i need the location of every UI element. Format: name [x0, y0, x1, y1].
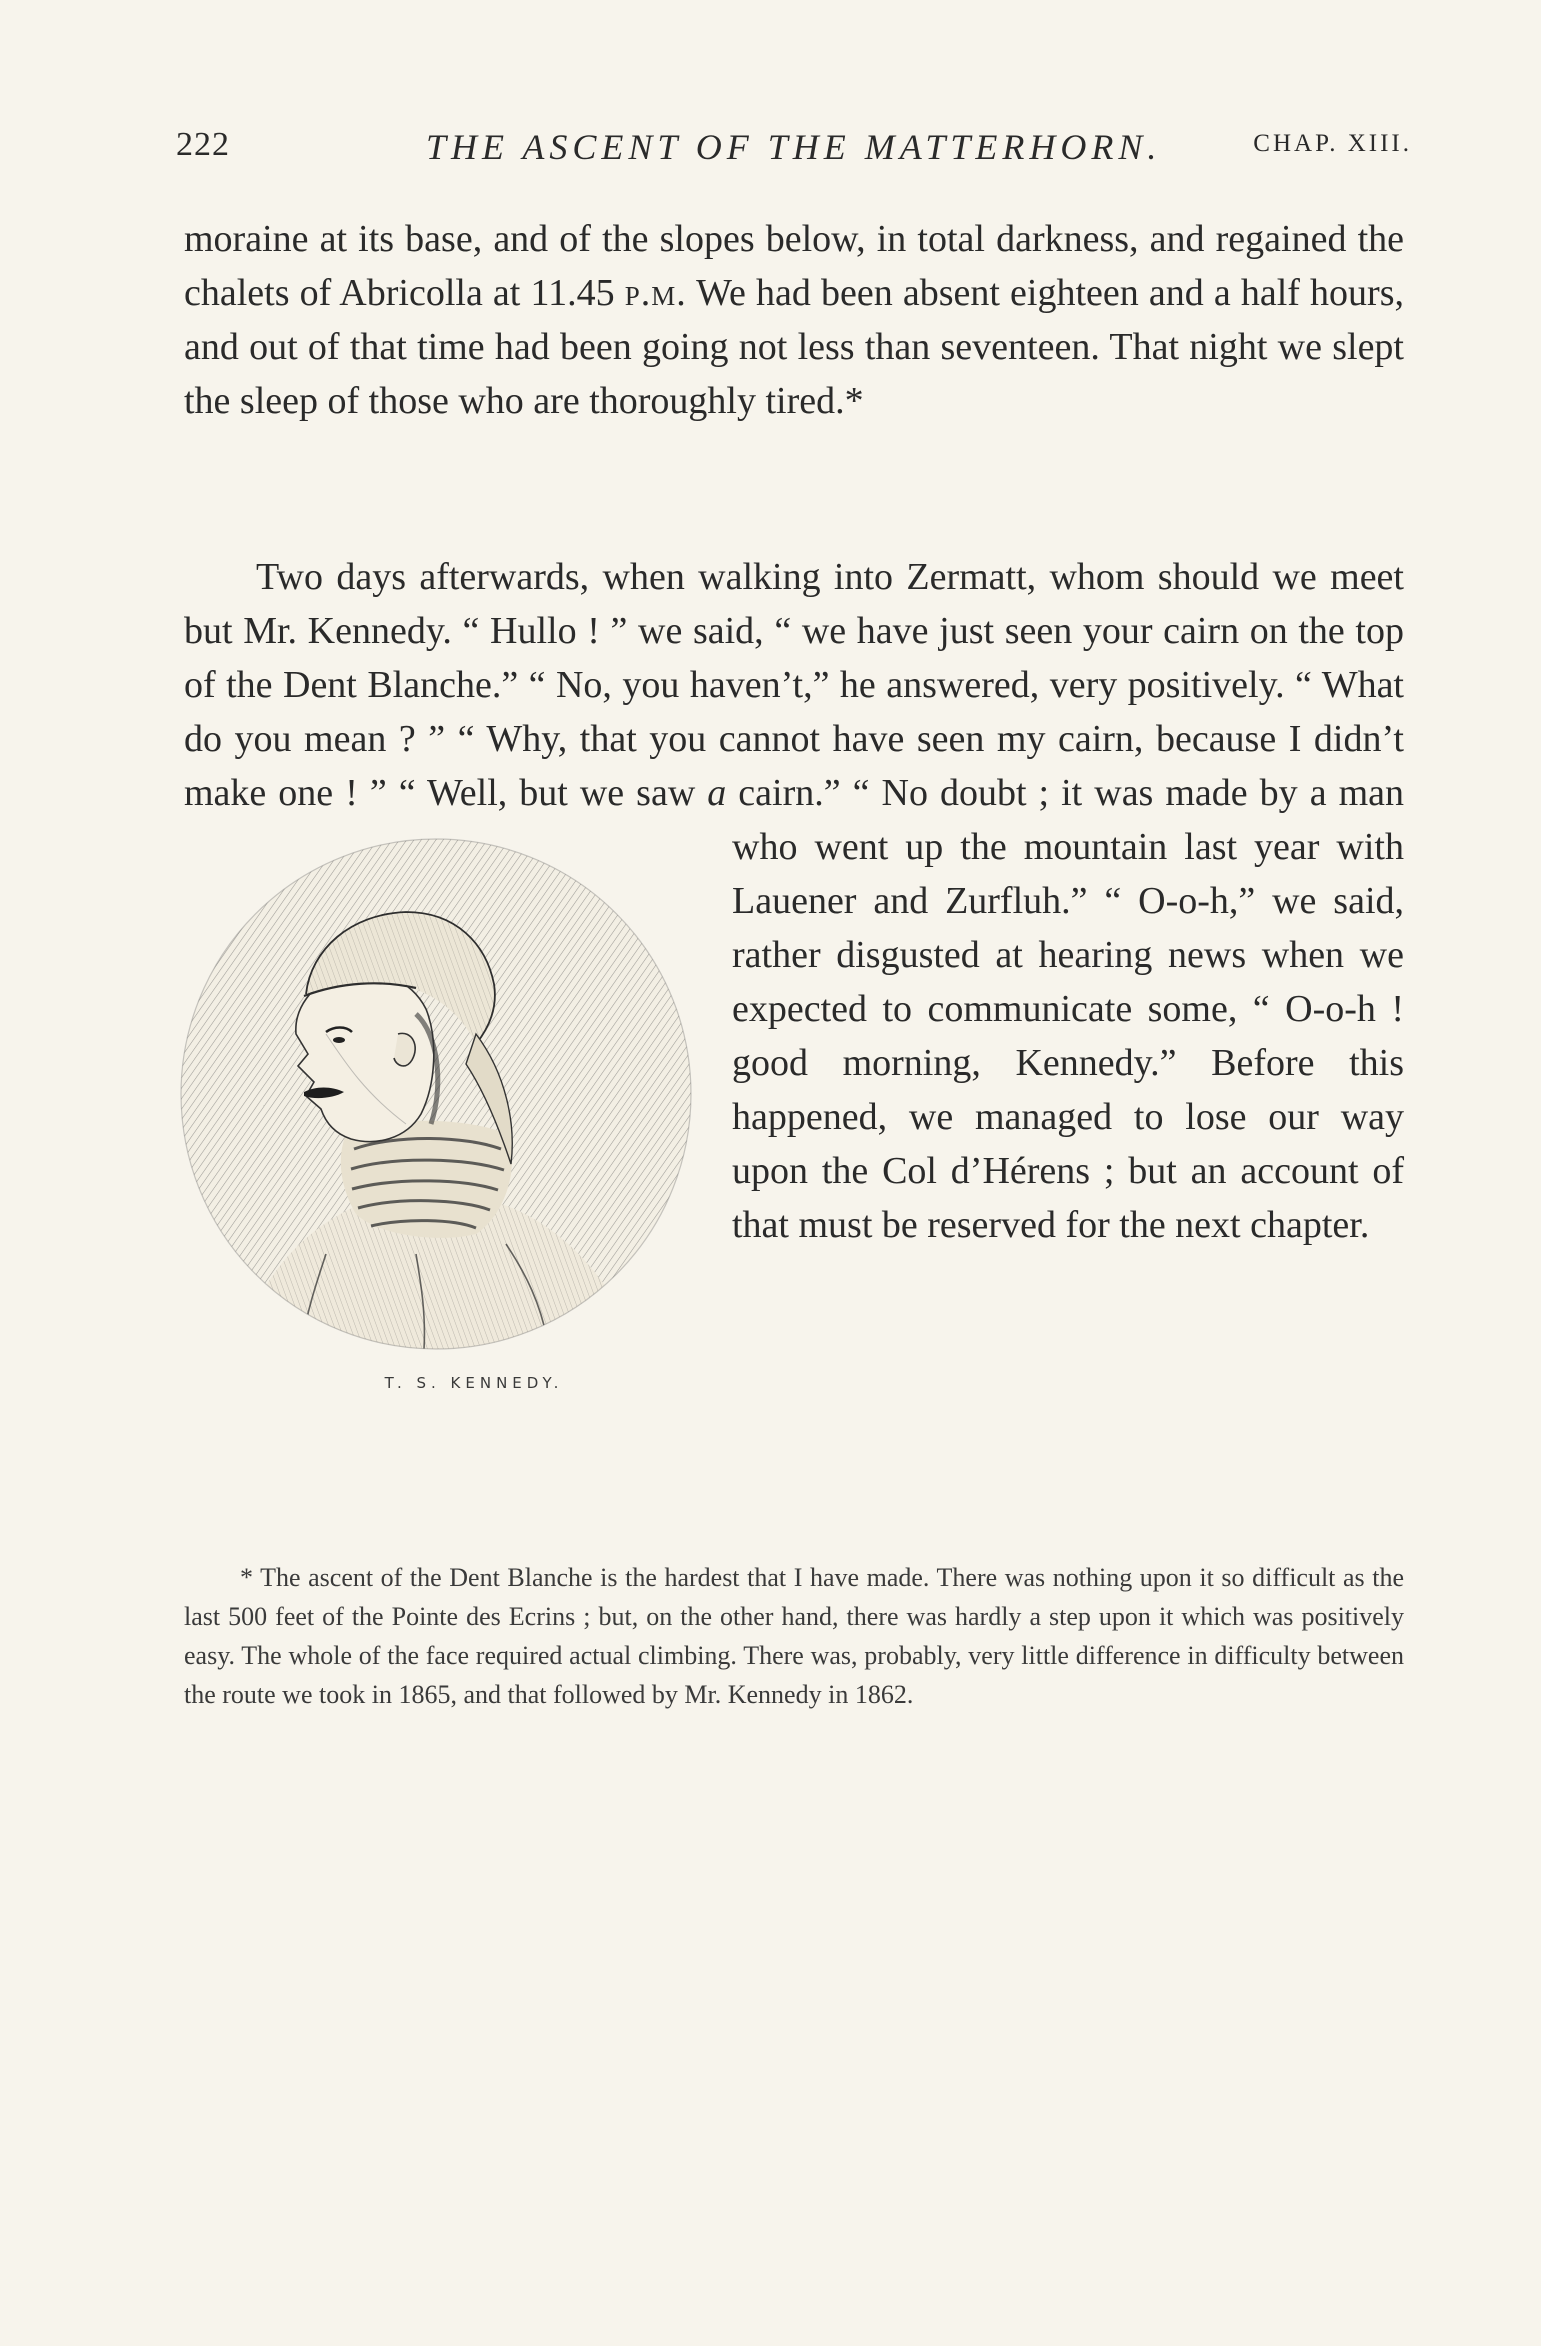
- footnote: * The ascent of the Dent Blanche is the hardest that I have made. There was nothing upon it so difficult as the last 500 feet of the Pointe des Ecrins ; but, on the other hand, there was hardly a step upon it which was positively easy. The whole of the face required actual climbing. There was, probably, very little difference in difficulty between the route we took in 1865, and that followed by Mr. Kennedy in 1862.: [184, 1563, 1404, 1709]
- paragraph-2: [184, 550, 1404, 1526]
- chapter-reference: CHAP. XIII.: [1253, 130, 1412, 157]
- running-title: THE ASCENT OF THE MATTERHORN.: [426, 127, 1162, 167]
- paragraph-2-lead: Two days afterwards, when walking into Zermatt, whom should we meet but Mr. Kennedy. “ Hullo ! ” we said, “ we have just seen your cairn on the top of the Dent Blanche.” “ No, you haven’t,” he answered, very positively. “ What do you mean ? ” “ Why, that you cannot have seen my cairn, because I didn’t make one ! ” “ Well, but we saw: [184, 556, 1404, 814]
- page-header: [176, 126, 1412, 176]
- italic-word: a: [707, 772, 727, 814]
- paragraph-2-rest: cairn.” “ No doubt ; it was made by a man who went up the mountain last year with Lauener and Zurfluh.” “ O-o-h,” we said, rather disgusted at hearing news when we expected to communicate some, “ O-o-h ! good morning, Kennedy.” Before this happened, we managed to lose our way upon the Col d’Hérens ; but an account of that must be reserved for the next chapter.: [726, 772, 1404, 1246]
- paragraph-1-part-a: moraine at its base, and of the slopes below, in total darkness, and regained the chalets of Abricolla at 11.45: [184, 218, 1404, 314]
- paragraph-1-part-b: We had been absent eighteen and a half hours, and out of that time had been going not less than seventeen. That night we slept the sleep of those who are thoroughly tired.*: [184, 272, 1404, 422]
- paragraph-1: [184, 212, 1404, 428]
- portrait-caption: T. S. KENNEDY.: [384, 1374, 564, 1392]
- paragraph-1-text: [184, 212, 1404, 428]
- paragraph-2-text: [184, 550, 1404, 1392]
- time-suffix: p.m.: [624, 272, 687, 314]
- portrait-figure: [164, 766, 712, 1526]
- page-number: 222: [176, 126, 230, 163]
- portrait-engraving: [176, 834, 696, 1354]
